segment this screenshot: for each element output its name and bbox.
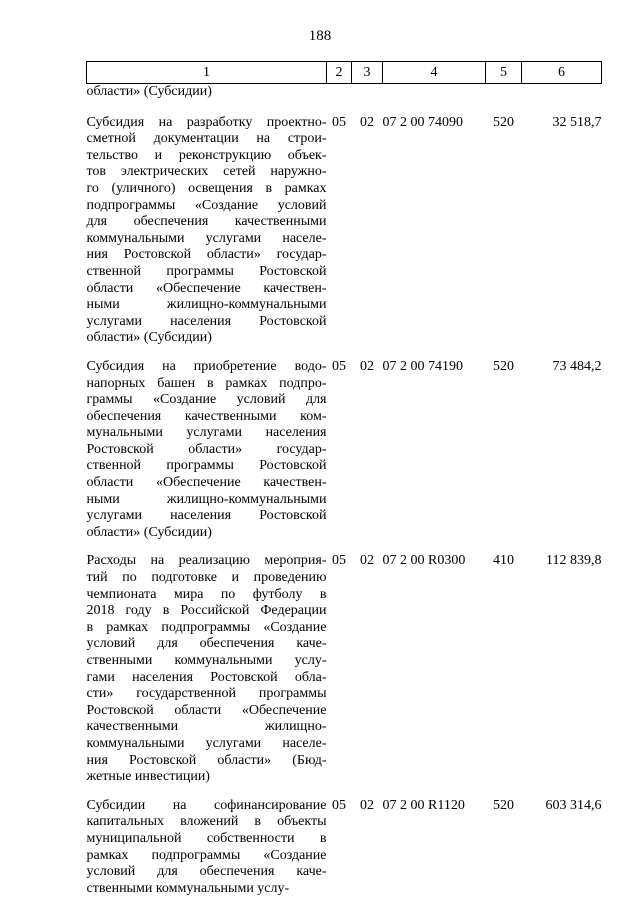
description-line: Ростовской области» государ- xyxy=(86,441,327,457)
description-line: обеспечения качественными ком- xyxy=(86,408,327,424)
description-line: коммунальными услугами населе- xyxy=(86,230,327,246)
description-line: услугами населения Ростовской xyxy=(86,508,327,524)
description-line: капитальных вложений в объекты xyxy=(86,814,327,830)
row-subsection-code: 02 xyxy=(360,358,374,374)
description-line: жетные инвестиции) xyxy=(86,769,210,785)
table-row xyxy=(87,792,602,904)
row-expense-type: 520 xyxy=(493,114,514,130)
row-target-article: 07 2 00 R1120 xyxy=(382,797,465,813)
header-col-3: 3 xyxy=(352,62,383,84)
row-amount: 32 518,7 xyxy=(552,114,602,130)
description-line: ственной программы Ростовской xyxy=(86,458,327,474)
row-subsection-code: 02 xyxy=(360,553,374,569)
row-section-code: 05 xyxy=(332,553,346,569)
description-line: чемпионата мира по футболу в xyxy=(86,586,327,602)
description-line: тов электрических сетей наружно- xyxy=(86,164,327,180)
description-line: области» (Субсидии) xyxy=(86,330,212,346)
page-number: 188 xyxy=(308,28,332,44)
description-line: условий для обеспечения каче- xyxy=(86,636,327,652)
row-subsection-code: 02 xyxy=(360,797,374,813)
row-subsection-code: 02 xyxy=(360,114,374,130)
table-row xyxy=(87,109,602,353)
description-line: го (уличного) освещения в рамках xyxy=(86,180,327,196)
row-description xyxy=(87,792,327,904)
description-line: Субсидия на разработку проектно- xyxy=(86,114,327,130)
row-section-code: 05 xyxy=(332,797,346,813)
description-line: рамках подпрограммы «Создание xyxy=(86,847,327,863)
description-line: коммунальными услугами населе- xyxy=(86,735,327,751)
description-line: условий для обеспечения каче- xyxy=(86,864,327,880)
header-col-1: 1 xyxy=(87,62,327,84)
row-section-code: 05 xyxy=(332,358,346,374)
description-line: ными жилищно-коммунальными xyxy=(86,491,327,507)
description-line: Расходы на реализацию мероприя- xyxy=(86,553,327,569)
header-col-6: 6 xyxy=(522,62,602,84)
description-line: тий по подготовке и проведению xyxy=(86,570,327,586)
description-line: области «Обеспечение качествен- xyxy=(86,475,327,491)
continuation-row xyxy=(87,84,602,109)
description-line: подпрограммы «Создание условий xyxy=(86,197,327,213)
description-line: ственными коммунальными услу- xyxy=(86,653,327,668)
description-line: 2018 году в Российской Федерации xyxy=(86,603,327,619)
description-line: качественными жилищно- xyxy=(86,719,327,735)
row-target-article: 07 2 00 74190 xyxy=(382,358,463,374)
description-line: ния Ростовской области» (Бюд- xyxy=(86,752,327,768)
header-row xyxy=(87,62,602,84)
row-amount: 73 484,2 xyxy=(552,358,602,374)
description-line: муниципальной собственности в xyxy=(86,830,327,846)
description-line: ными жилищно-коммунальными xyxy=(86,297,327,313)
table-row xyxy=(87,547,602,791)
row-target-article: 07 2 00 74090 xyxy=(382,114,463,130)
description-line: гами населения Ростовской обла- xyxy=(86,669,327,685)
description-line: напорных башен в рамках подпро- xyxy=(86,375,327,391)
header-col-4: 4 xyxy=(383,62,486,84)
row-expense-type: 410 xyxy=(493,553,514,569)
header-col-2: 2 xyxy=(327,62,352,84)
description-line: услугами населения Ростовской xyxy=(86,313,327,329)
row-expense-type: 520 xyxy=(493,797,514,813)
description-line: граммы «Создание условий для xyxy=(86,392,327,408)
description-line: ственными коммунальными услу- xyxy=(86,880,290,896)
description-line: области «Обеспечение качествен- xyxy=(86,280,327,296)
description-line: тельство и реконструкцию объек- xyxy=(86,147,327,163)
row-target-article: 07 2 00 R0300 xyxy=(382,553,466,569)
description-line: сметной документации на строи- xyxy=(86,131,327,147)
row-amount: 112 839,8 xyxy=(546,553,602,569)
description-line: Субсидия на приобретение водо- xyxy=(86,358,327,374)
row-section-code: 05 xyxy=(332,114,346,130)
row-expense-type: 520 xyxy=(493,358,514,374)
description-line: мунальными услугами населения xyxy=(86,425,327,441)
description-line: Субсидии на софинансирование xyxy=(86,797,327,813)
row-amount: 603 314,6 xyxy=(545,797,602,813)
description-line: ния Ростовской области» государ- xyxy=(86,247,327,263)
description-line: Ростовской области «Обеспечение xyxy=(86,702,327,718)
budget-table xyxy=(86,61,602,903)
table-row xyxy=(87,353,602,548)
header-col-5: 5 xyxy=(486,62,522,84)
description-line: в рамках подпрограммы «Создание xyxy=(86,619,327,635)
row-description xyxy=(87,109,327,353)
description-line: сти» государственной программы xyxy=(86,686,327,702)
description-line: ственной программы Ростовской xyxy=(86,263,327,279)
description-line: области» (Субсидии) xyxy=(86,524,212,540)
description-line: для обеспечения качественными xyxy=(86,214,327,230)
continuation-text: области» (Субсидии) xyxy=(86,84,212,99)
row-description xyxy=(87,547,327,791)
row-description xyxy=(87,353,327,548)
